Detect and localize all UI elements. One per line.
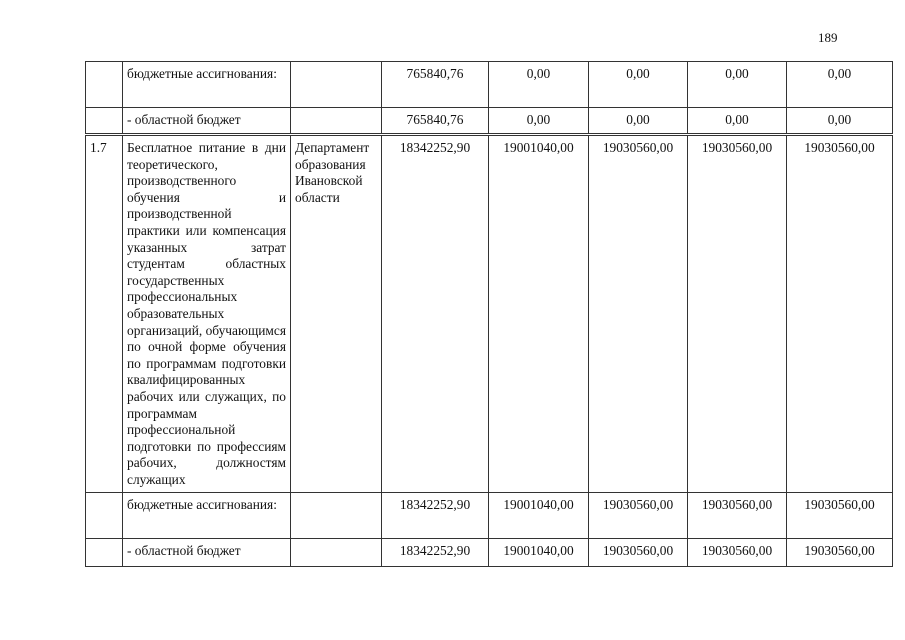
- value-cell: 19030560,00: [787, 135, 893, 493]
- value-cell: 765840,76: [382, 108, 489, 135]
- value-cell: 19030560,00: [589, 493, 688, 539]
- value-cell: 0,00: [589, 62, 688, 108]
- row-executor-cell: Департамент образования Ивановской области: [291, 135, 382, 493]
- value-cell: 0,00: [688, 108, 787, 135]
- value-cell: 0,00: [589, 108, 688, 135]
- value-cell: 18342252,90: [382, 493, 489, 539]
- table-row: [86, 62, 893, 108]
- table-row: [86, 493, 893, 539]
- table-row: [86, 135, 893, 493]
- value-cell: 19001040,00: [489, 493, 589, 539]
- value-cell: 19030560,00: [787, 539, 893, 567]
- row-executor-cell: [291, 62, 382, 108]
- value-cell: 0,00: [787, 62, 893, 108]
- value-cell: 19030560,00: [688, 135, 787, 493]
- row-executor-cell: [291, 539, 382, 567]
- value-cell: 19001040,00: [489, 539, 589, 567]
- value-cell: 18342252,90: [382, 539, 489, 567]
- row-number-cell: [86, 539, 123, 567]
- value-cell: 19001040,00: [489, 135, 589, 493]
- value-cell: 19030560,00: [688, 539, 787, 567]
- page-number: 189: [818, 30, 838, 45]
- value-cell: 0,00: [688, 62, 787, 108]
- row-name-cell: - областной бюджет: [123, 108, 291, 135]
- row-number-cell: [86, 493, 123, 539]
- row-executor-cell: [291, 108, 382, 135]
- value-cell: 19030560,00: [589, 135, 688, 493]
- row-number-cell: [86, 62, 123, 108]
- value-cell: 19030560,00: [589, 539, 688, 567]
- row-name-cell: - областной бюджет: [123, 539, 291, 567]
- value-cell: 19030560,00: [787, 493, 893, 539]
- value-cell: 0,00: [489, 108, 589, 135]
- value-cell: 0,00: [489, 62, 589, 108]
- row-name-cell: Бесплатное питание в дни теоретического, производственного обучения и производственной практики или компенсация указанных затрат студентам областных государственных профессиональных образовательных организаций, обучающимся по очной форме обучения по программам подготовки квалифицированных рабочих или служащих, по программам профессиональной подготовки по профессиям рабочих, должностям служащих: [123, 135, 291, 493]
- table-row: [86, 108, 893, 135]
- value-cell: 0,00: [787, 108, 893, 135]
- value-cell: 765840,76: [382, 62, 489, 108]
- row-name-cell: бюджетные ассигнования:: [123, 62, 291, 108]
- row-executor-cell: [291, 493, 382, 539]
- budget-table: [85, 61, 893, 567]
- row-name-cell: бюджетные ассигнования:: [123, 493, 291, 539]
- row-number-cell: [86, 108, 123, 135]
- value-cell: 18342252,90: [382, 135, 489, 493]
- table-row: [86, 539, 893, 567]
- row-number-cell: 1.7: [86, 135, 123, 493]
- value-cell: 19030560,00: [688, 493, 787, 539]
